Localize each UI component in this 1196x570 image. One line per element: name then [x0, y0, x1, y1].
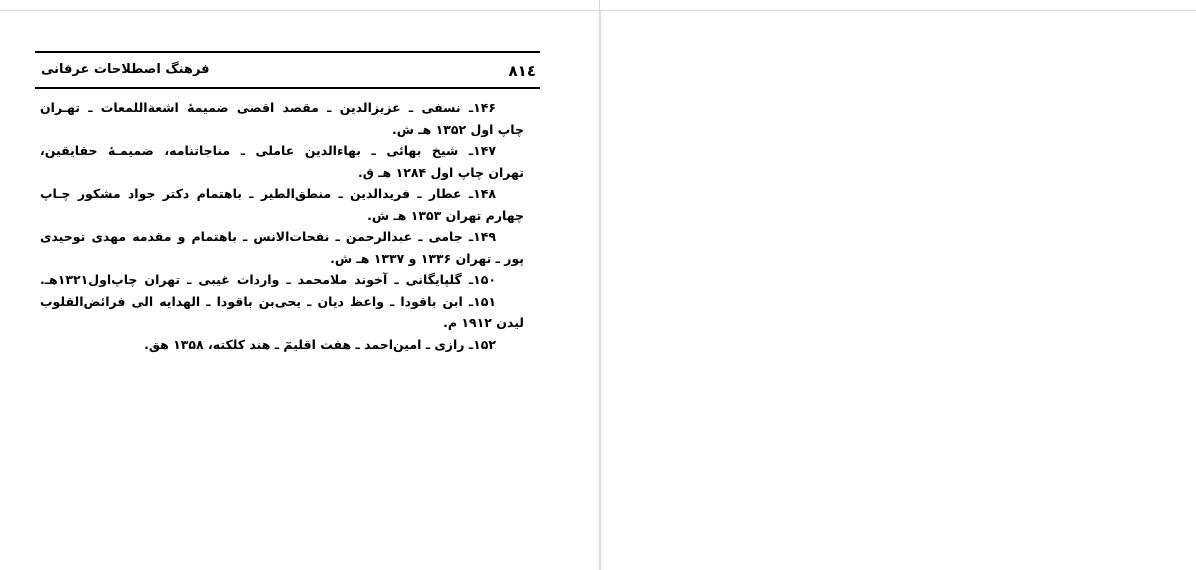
viewer-toolbar — [0, 0, 1196, 11]
bibliography-entry-146 — [40, 97, 524, 140]
entry-line: پور ـ تهران ۱۳۳۶ و ۱۳۳۷ هـ ش. — [330, 250, 524, 266]
bibliography-entry-152 — [40, 334, 524, 356]
entry-line: چهارم تهران ۱۳۵۳ هـ ش. — [367, 207, 524, 223]
entry-line: ۱۵۰ـ گلپایگانی ـ آخوند ملامحمد ـ واردات غیبی ـ تهران چاپ‌اول۱۳۲۱هـ. — [40, 272, 496, 287]
entry-line: تهران چاپ اول ۱۲۸۴ هـ ق. — [357, 164, 524, 180]
header-rule-bottom — [35, 87, 540, 89]
bibliography-entry-151 — [40, 291, 524, 334]
bibliography-entry-147 — [40, 140, 524, 183]
bibliography-entry-150 — [40, 269, 524, 291]
bibliography-entry-149 — [40, 226, 524, 269]
entry-line: لیدن ۱۹۱۲ م. — [443, 315, 524, 330]
running-title: فرهنگ اصطلاحات عرفانی — [41, 62, 210, 77]
entry-line: چاپ اول ۱۳۵۲ هـ ش. — [391, 121, 524, 137]
entry-line: ۱۵۱ـ ابن باقودا ـ واعظ دیان ـ یحی‌بن باقودا ـ الهدایه الی فرائض‌القلوب — [40, 293, 496, 309]
entry-line: ۱۴۶ـ نسفی ـ عزیزالدین ـ مقصد اقصی ضمیمهٔ اشعةاللمعات ـ تهـران — [40, 100, 496, 115]
toolbar-divider — [599, 0, 600, 10]
bibliography-list — [40, 97, 524, 355]
page-number: ۸۱٤ — [508, 62, 536, 80]
page-header — [35, 56, 540, 84]
page-left — [0, 11, 599, 570]
entry-line: ۱۴۸ـ عطار ـ فریدالدین ـ منطق‌الطیر ـ باهتمام دکتر جواد مشکور چـاپ — [40, 186, 496, 201]
header-rule-top — [35, 51, 540, 53]
page-right — [601, 11, 1196, 570]
entry-line: ۱۴۷ـ شیخ بهائی ـ بهاءالدین عاملی ـ مناجاتنامه، ضمیمـهٔ حقایقین، — [40, 143, 496, 158]
entry-line: ۱۵۲ـ رازی ـ امین‌احمد ـ هفت اقلیمٓ ـ هند کلکته، ۱۳۵۸ هق. — [144, 336, 496, 352]
entry-line: ۱۴۹ـ جامی ـ عبدالرحمن ـ نفحات‌الانس ـ باهتمام و مقدمه مهدی توحیدی — [40, 229, 496, 244]
bibliography-entry-148 — [40, 183, 524, 226]
